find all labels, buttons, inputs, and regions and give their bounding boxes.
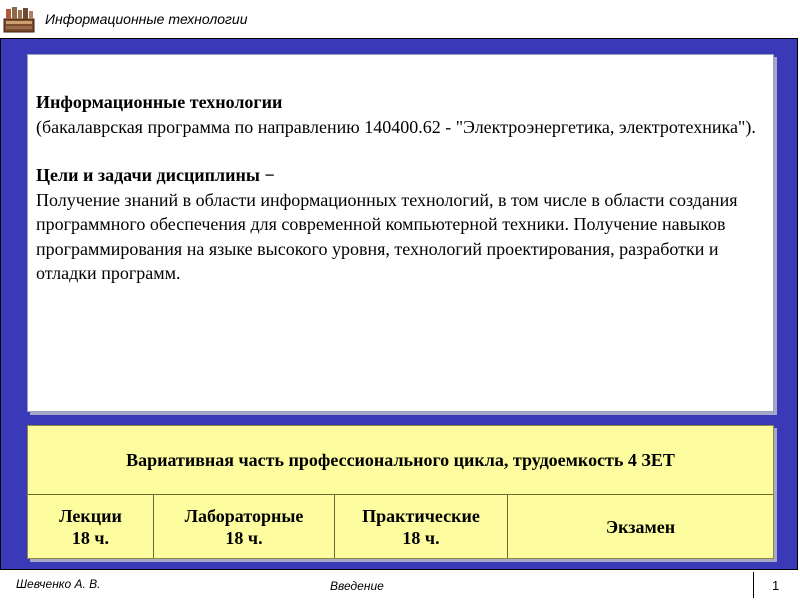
program-description: (бакалаврская программа по направлению 140400.62 - "Электроэнергетика, электротехника").: [36, 116, 756, 137]
course-hours-table: [27, 425, 774, 559]
goals-text: Получение знаний в области информационных технологий, в том числе в области создания программного обеспечения для современной компьютерной техники. Получение навыков программирования на языке высокого уровня, технологий проектирования, разработки и отладки программ.: [36, 189, 738, 283]
footer-divider: [753, 572, 754, 598]
page-number: 1: [772, 578, 780, 593]
author-name: Шевченко А. В.: [16, 577, 101, 591]
table-cell-labs: Лабораторные 18 ч.: [154, 495, 335, 558]
course-title: Информационные технологии: [36, 92, 283, 112]
goals-heading: Цели и задачи дисциплины −: [36, 165, 275, 185]
table-cell-exam: Экзамен: [605, 516, 676, 537]
content-panel: [27, 54, 774, 412]
footer: [0, 570, 800, 600]
table-cell-practice: Практические 18 ч.: [335, 495, 508, 558]
content-text: [36, 90, 766, 286]
table-cell-lectures: Лекции 18 ч.: [28, 495, 154, 558]
table-header: Вариативная часть профессионального цикла, трудоемкость 4 ЗЕТ: [28, 426, 773, 495]
header-title: Информационные технологии: [45, 11, 248, 27]
section-name: Введение: [330, 579, 384, 593]
header: [0, 0, 800, 38]
books-icon: [3, 5, 35, 33]
